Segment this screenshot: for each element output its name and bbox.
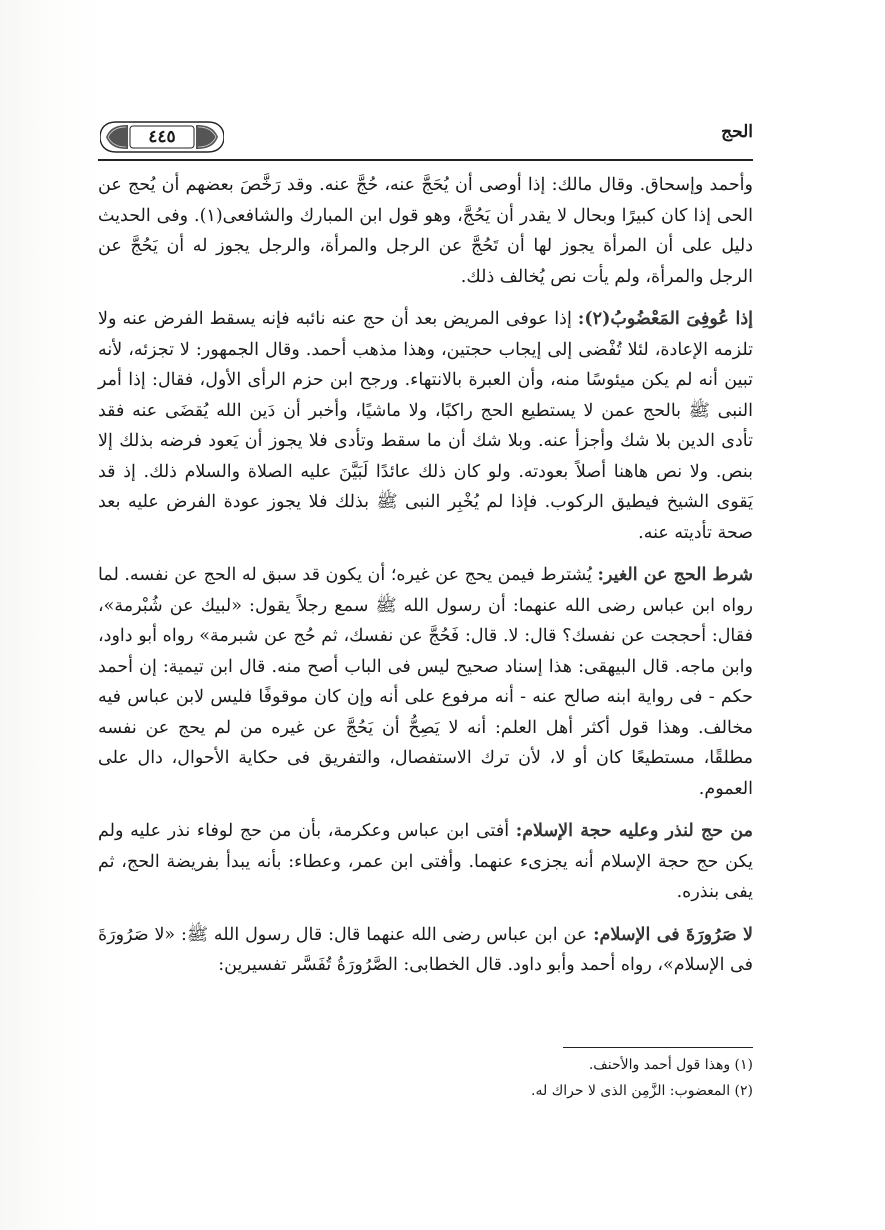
paragraph-text: وأحمد وإسحاق. وقال مالك: إذا أوصى أن يُحَجَّ عنه، حُجَّ عنه. وقد رَخَّصَ بعضهم أن يُحج عن الحى إذا كان كبيرًا وبحال لا يقدر أن يَحُجَّ، وهو قول ابن المبارك والشافعى(١). وفى الحديث دليل على أن المرأة يجوز لها أن تَحُجَّ عن الرجل والمرأة، والرجل يجوز له أن يَحُجَّ عن الرجل والمرأة، ولم يأت نص يُخالف ذلك. xyxy=(98,175,753,287)
paragraph-text: يُشترط فيمن يحج عن غيره؛ أن يكون قد سبق له الحج عن نفسه. لما رواه ابن عباس رضى الله عنهما: أن رسول الله ﷺ سمع رجلاً يقول: «لبيك عن شُبْرمة»، فقال: أحججت عن نفسك؟ قال: لا. قال: فَحُجَّ عن نفسك، ثم حُج عن شبرمة» رواه أبو داود، وابن ماجه. قال البيهقى: هذا إسناد صحيح ليس فى الباب أصح منه. قال ابن تيمية: إن أحمد حكم - فى رواية ابنه صالح عنه - أنه مرفوع على أنه وإن كان موقوفًا فليس لابن عباس فيه مخالف. وهذا قول أكثر أهل العلم: أنه لا يَصِحُّ أن يَحُجَّ عن غيره من لم يحج عن نفسه مطلقًا، مستطيعًا كان أو لا، لأن ترك الاستفصال، والتفريق فى حكاية الأحوال، دال على العموم. xyxy=(98,565,753,799)
paragraph xyxy=(98,920,753,981)
page-number-badge xyxy=(100,120,224,154)
paragraph xyxy=(98,816,753,908)
header-rule xyxy=(98,159,753,161)
running-title: الحج xyxy=(721,122,753,142)
paragraph-text: أفتى ابن عباس وعكرمة، بأن من حج لوفاء نذر عليه ولم يكن حج حجة الإسلام أنه يجزىء عنهما. وأفتى ابن عمر، وعطاء: بأنه يبدأ بفريضة الحج، ثم يفى بنذره. xyxy=(98,821,753,902)
paragraph-text: إذا عوفى المريض بعد أن حج عنه نائبه فإنه يسقط الفرض عنه ولا تلزمه الإعادة، لئلا تُفْضى إلى إيجاب حجتين، وهذا مذهب أحمد. وقال الجمهور: لا تجزئه، لأنه تبين أنه لم يكن ميئوسًا منه، وأن العبرة بالانتهاء. ورجح ابن حزم الرأى الأول، فقال: إذا أمر النبى ﷺ بالحج عمن لا يستطيع الحج راكبًا، ولا ماشيًا، وأخبر أن دَين الله يُقضَى عنه فقد تأدى الدين بلا شك وأجزأ عنه. وبلا شك أن ما سقط وتأدى فلا يجوز أن يَعود فرضه بذلك إلا بنص. ولا نص هاهنا أصلاً بعودته. ولو كان ذلك عائدًا لَبَيَّنَ عليه الصلاة والسلام ذلك. إذ قد يَقوى الشيخ فيطيق الركوب. فإذا لم يُخْبِر النبى ﷺ بذلك فلا يجوز عودة الفرض عليه بعد صحة تأديته عنه. xyxy=(98,309,753,543)
paragraph-heading: إذا عُوفِىَ المَعْضُوبُ(٢): xyxy=(577,309,753,329)
footnote-rule xyxy=(563,1047,753,1048)
paragraph xyxy=(98,560,753,804)
page-header xyxy=(98,118,753,160)
paragraph-heading: من حج لنذر وعليه حجة الإسلام: xyxy=(515,821,753,841)
page-number: ٤٤٥ xyxy=(148,127,176,147)
paragraph xyxy=(98,304,753,548)
paragraph-heading: شرط الحج عن الغير: xyxy=(597,565,753,585)
paragraph-heading: لا صَرُورَةَ فى الإسلام: xyxy=(593,924,753,945)
footnotes xyxy=(98,1052,753,1104)
footnote: (٢) المعضوب: الزَّمِن الذى لا حراك له. xyxy=(531,1083,753,1099)
paragraph xyxy=(98,170,753,292)
paragraph-text: عن ابن عباس رضى الله عنهما قال: قال رسول الله ﷺ: «لا صَرُورَةَ فى الإسلام»، رواه أحمد وأبو داود. قال الخطابى: الصَّرُورَةُ تُفَسَّر تفسيرين: xyxy=(98,924,753,975)
footnote: (١) وهذا قول أحمد والأحنف. xyxy=(588,1057,753,1073)
main-text xyxy=(98,170,753,993)
